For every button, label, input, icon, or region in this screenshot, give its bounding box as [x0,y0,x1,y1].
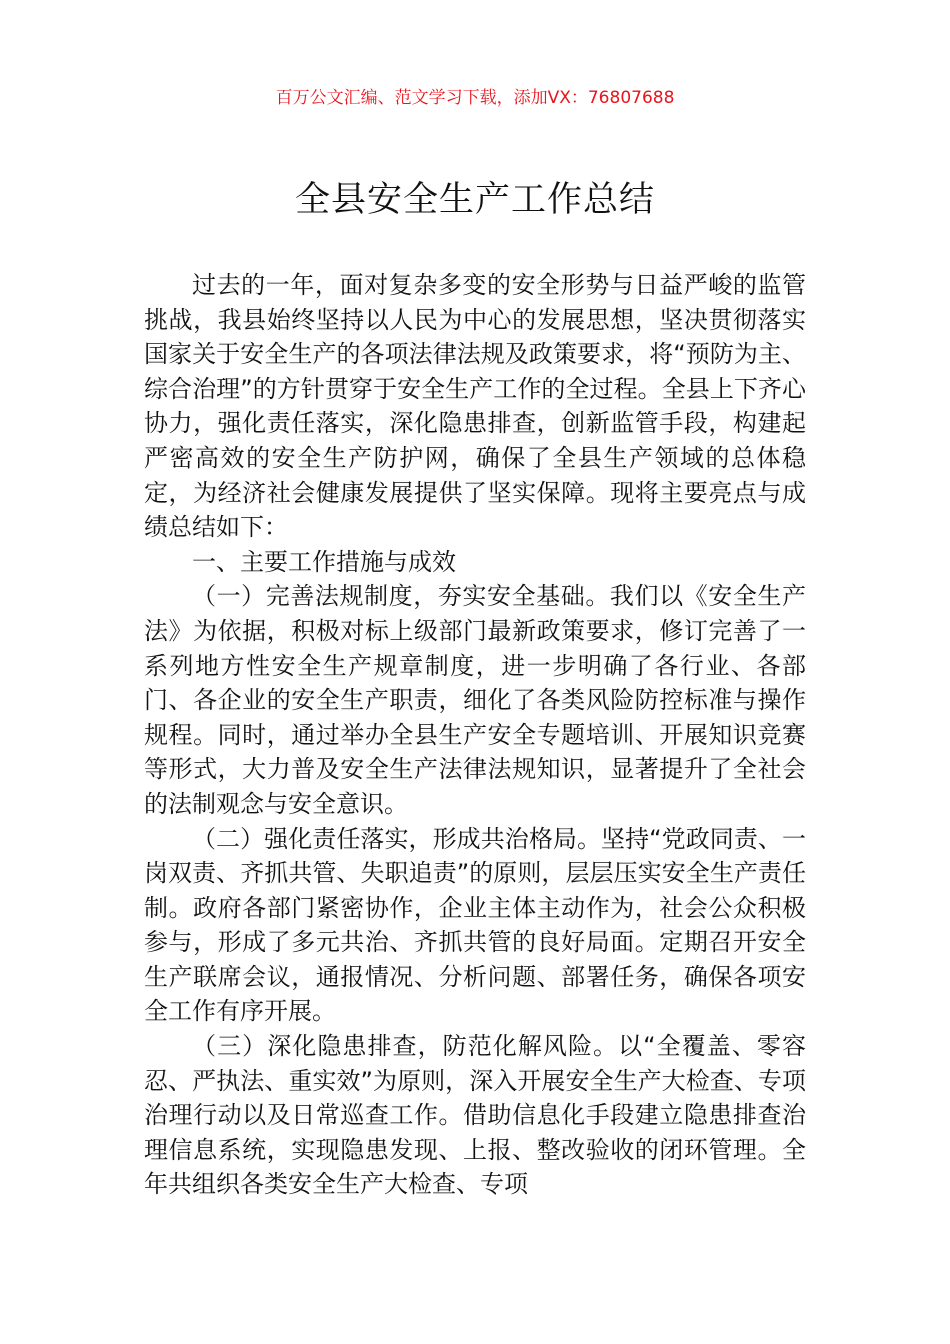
section-heading: 一、主要工作措施与成效 [192,547,456,576]
document-title: 全县安全生产工作总结 [294,180,655,220]
document-body [144,268,806,1202]
subsection-paragraph-1: （一）完善法规制度，夯实安全基础。我们以《安全生产法》为依据，积极对标上级部门最新政策要求，修订完善了一系列地方性安全生产规章制度，进一步明确了各行业、各部门、各企业的安全生产职责，细化了各类风险防控标准与操作规程。同时，通过举办全县生产安全专题培训、开展知识竞赛等形式，大力普及安全生产法律法规知识，显著提升了全社会的法制观念与安全意识。 [144,582,806,818]
header-note: 百万公文汇编、范文学习下载，添加VX：76807688 [275,88,675,108]
subsection-paragraph-3: （三）深化隐患排查，防范化解风险。以“全覆盖、零容忍、严执法、重实效”为原则，深入开展安全生产大检查、专项治理行动以及日常巡查工作。借助信息化手段建立隐患排查治理信息系统，实现隐患发现、上报、整改验收的闭环管理。全年共组织各类安全生产大检查、专项 [144,1032,806,1199]
subsection-paragraph-2: （二）强化责任落实，形成共治格局。坚持“党政同责、一岗双责、齐抓共管、失职追责”的原则，层层压实安全生产责任制。政府各部门紧密协作，企业主体主动作为，社会公众积极参与，形成了多元共治、齐抓共管的良好局面。定期召开安全生产联席会议，通报情况、分析问题、部署任务，确保各项安全工作有序开展。 [144,824,806,1026]
intro-paragraph: 过去的一年，面对复杂多变的安全形势与日益严峻的监管挑战，我县始终坚持以人民为中心的发展思想，坚决贯彻落实国家关于安全生产的各项法律法规及政策要求，将“预防为主、综合治理”的方针贯穿于安全生产工作的全过程。全县上下齐心协力，强化责任落实，深化隐患排查，创新监管手段，构建起严密高效的安全生产防护网，确保了全县生产领域的总体稳定，为经济社会健康发展提供了坚实保障。现将主要亮点与成绩总结如下： [144,271,806,542]
